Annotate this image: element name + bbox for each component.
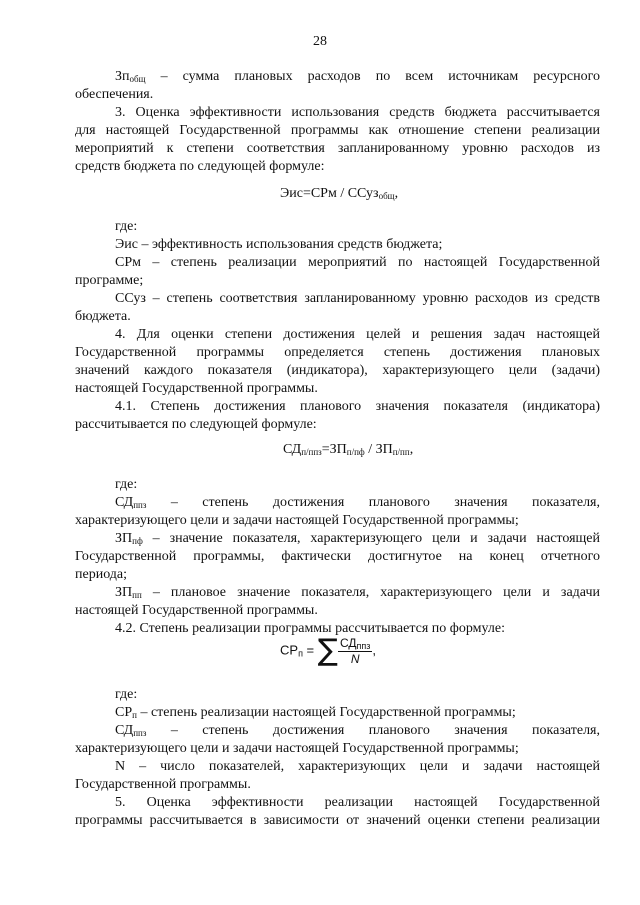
text-line [115, 794, 600, 812]
text-line [75, 740, 600, 758]
formula-2-tail: , [409, 442, 414, 457]
formula-program-realization [280, 633, 377, 668]
text-line [75, 548, 600, 566]
text-line [115, 236, 600, 254]
formula-1-sub: общ [378, 191, 395, 201]
text-line-rest: – значение показателя, характеризующего цели и задачи настоящей [142, 531, 600, 546]
text-line [75, 380, 600, 398]
text-line-subscript: общ [129, 74, 146, 84]
text-line-main: СРм – степень реализации мероприятий по настоящей Государственной [115, 255, 600, 270]
formula-2-c-sub: п/пп [392, 447, 410, 457]
formula-2-b: =ЗП [321, 442, 347, 457]
text-line [75, 512, 600, 530]
formula-3-eq: = [302, 642, 318, 658]
formula-3-lhs-sub: п [298, 648, 303, 659]
text-line-rest: – степень реализации настоящей Государственной программы; [136, 705, 516, 720]
text-line-subscript: пф [132, 536, 143, 546]
text-line-main: программы рассчитывается в зависимости от значений оценки степени реализации [75, 813, 600, 828]
text-line-main: СД [115, 723, 134, 738]
formula-2-a-sub: п/ппз [301, 447, 322, 457]
text-line-main: бюджета. [75, 309, 131, 324]
formula-budget-efficiency [280, 186, 398, 202]
text-line-rest: – степень достижения планового значения показателя, [146, 723, 600, 738]
text-line [115, 584, 600, 604]
text-line [115, 326, 600, 344]
sum-sign: ∑ [317, 633, 338, 668]
formula-3-fraction [338, 636, 372, 666]
text-line [75, 158, 600, 176]
text-line [75, 566, 600, 584]
text-line [75, 812, 600, 830]
text-line-main: характеризующего цели и задачи настоящей Государственной программы; [75, 741, 519, 756]
formula-2-a: СД [283, 442, 302, 457]
text-line-main: 5. Оценка эффективности реализации настоящей Государственной [115, 795, 600, 810]
text-line-main: Зп [115, 69, 130, 84]
text-line [115, 686, 600, 704]
text-line-subscript: п [132, 710, 137, 720]
text-line-main: обеспечения. [75, 87, 154, 102]
text-line [75, 776, 600, 794]
text-line-rest: – сумма плановых расходов по всем источникам ресурсного [145, 69, 600, 84]
text-line-rest: – плановое значение показателя, характеризующего цели и задачи [141, 585, 600, 600]
text-line-main: ЗП [115, 531, 133, 546]
text-line-subscript: пп [132, 590, 142, 600]
text-line [75, 86, 600, 104]
text-line-main: Государственной программы определяется степень достижения плановых [75, 345, 600, 360]
text-line-main: Государственной программы. [75, 777, 251, 792]
text-line [75, 140, 600, 158]
formula-1-main: Эис=СРм / ССуз [280, 186, 379, 201]
text-line-main: Эис – эффективность использования средств бюджета; [115, 237, 443, 252]
text-line [75, 122, 600, 140]
text-line-main: 4.2. Степень реализации программы рассчитывается по формуле: [115, 621, 505, 636]
text-line-main: N – число показателей, характеризующих цели и задачи настоящей [115, 759, 600, 774]
text-line-main: где: [115, 219, 138, 234]
formula-2-c: / ЗП [364, 442, 393, 457]
text-line-main: настоящей Государственной программы. [75, 381, 318, 396]
text-line [75, 602, 600, 620]
text-line-main: программе; [75, 273, 144, 288]
text-line-main: где: [115, 687, 138, 702]
text-line [115, 530, 600, 550]
text-line [115, 398, 600, 416]
fraction-num-text: СД [339, 636, 357, 650]
page-number: 28 [313, 34, 327, 49]
text-line [115, 104, 600, 122]
text-line-main: где: [115, 477, 138, 492]
text-line [115, 476, 600, 494]
text-line-main: периода; [75, 567, 128, 582]
text-line-main: ЗП [115, 585, 133, 600]
text-line-main: СР [115, 705, 133, 720]
formula-1-tail: , [394, 186, 399, 201]
fraction-num-sub: ппз [356, 641, 371, 651]
text-line [75, 416, 600, 434]
text-line-main: 4.1. Степень достижения планового значения показателя (индикатора) [115, 399, 600, 414]
text-line [115, 68, 600, 88]
text-line-main: рассчитывается по следующей формуле: [75, 417, 317, 432]
text-line-subscript: ппз [133, 500, 147, 510]
formula-3-lhs: СР [280, 642, 299, 658]
text-line-main: для настоящей Государственной программы как отношение степени реализации [75, 123, 600, 138]
text-line [115, 704, 600, 724]
text-line [115, 290, 600, 308]
text-line [75, 272, 600, 290]
text-line-main: 3. Оценка эффективности использования средств бюджета рассчитывается [115, 105, 600, 120]
text-line-subscript: ппз [133, 728, 147, 738]
text-line-main: мероприятий к степени соответствия запланированному уровню расходов из [75, 141, 600, 156]
text-line [115, 758, 600, 776]
formula-3-tail: , [372, 642, 377, 658]
fraction-denominator: N [350, 652, 360, 666]
text-line-main: настоящей Государственной программы. [75, 603, 318, 618]
text-line [115, 254, 600, 272]
text-line [115, 218, 600, 236]
formula-2-b-sub: п/пф [346, 447, 365, 457]
text-line-main: СД [115, 495, 134, 510]
text-line [75, 362, 600, 380]
text-line-rest: – степень достижения планового значения показателя, [146, 495, 600, 510]
text-line-main: Государственной программы, фактически достигнутое на конец отчетного [75, 549, 600, 564]
text-line-main: средств бюджета по следующей формуле: [75, 159, 325, 174]
text-line [75, 344, 600, 362]
text-line [75, 308, 600, 326]
text-line-main: 4. Для оценки степени достижения целей и решения задач настоящей [115, 327, 600, 342]
text-line-main: ССуз – степень соответствия запланированному уровню расходов из средств [115, 291, 600, 306]
text-line [115, 494, 600, 514]
text-line-main: характеризующего цели и задачи настоящей Государственной программы; [75, 513, 519, 528]
text-line [115, 722, 600, 742]
fraction-numerator [338, 636, 372, 652]
text-line-main: значений каждого показателя (индикатора), характеризующего цели (задачи) [75, 363, 600, 378]
formula-indicator-achievement [283, 442, 413, 458]
